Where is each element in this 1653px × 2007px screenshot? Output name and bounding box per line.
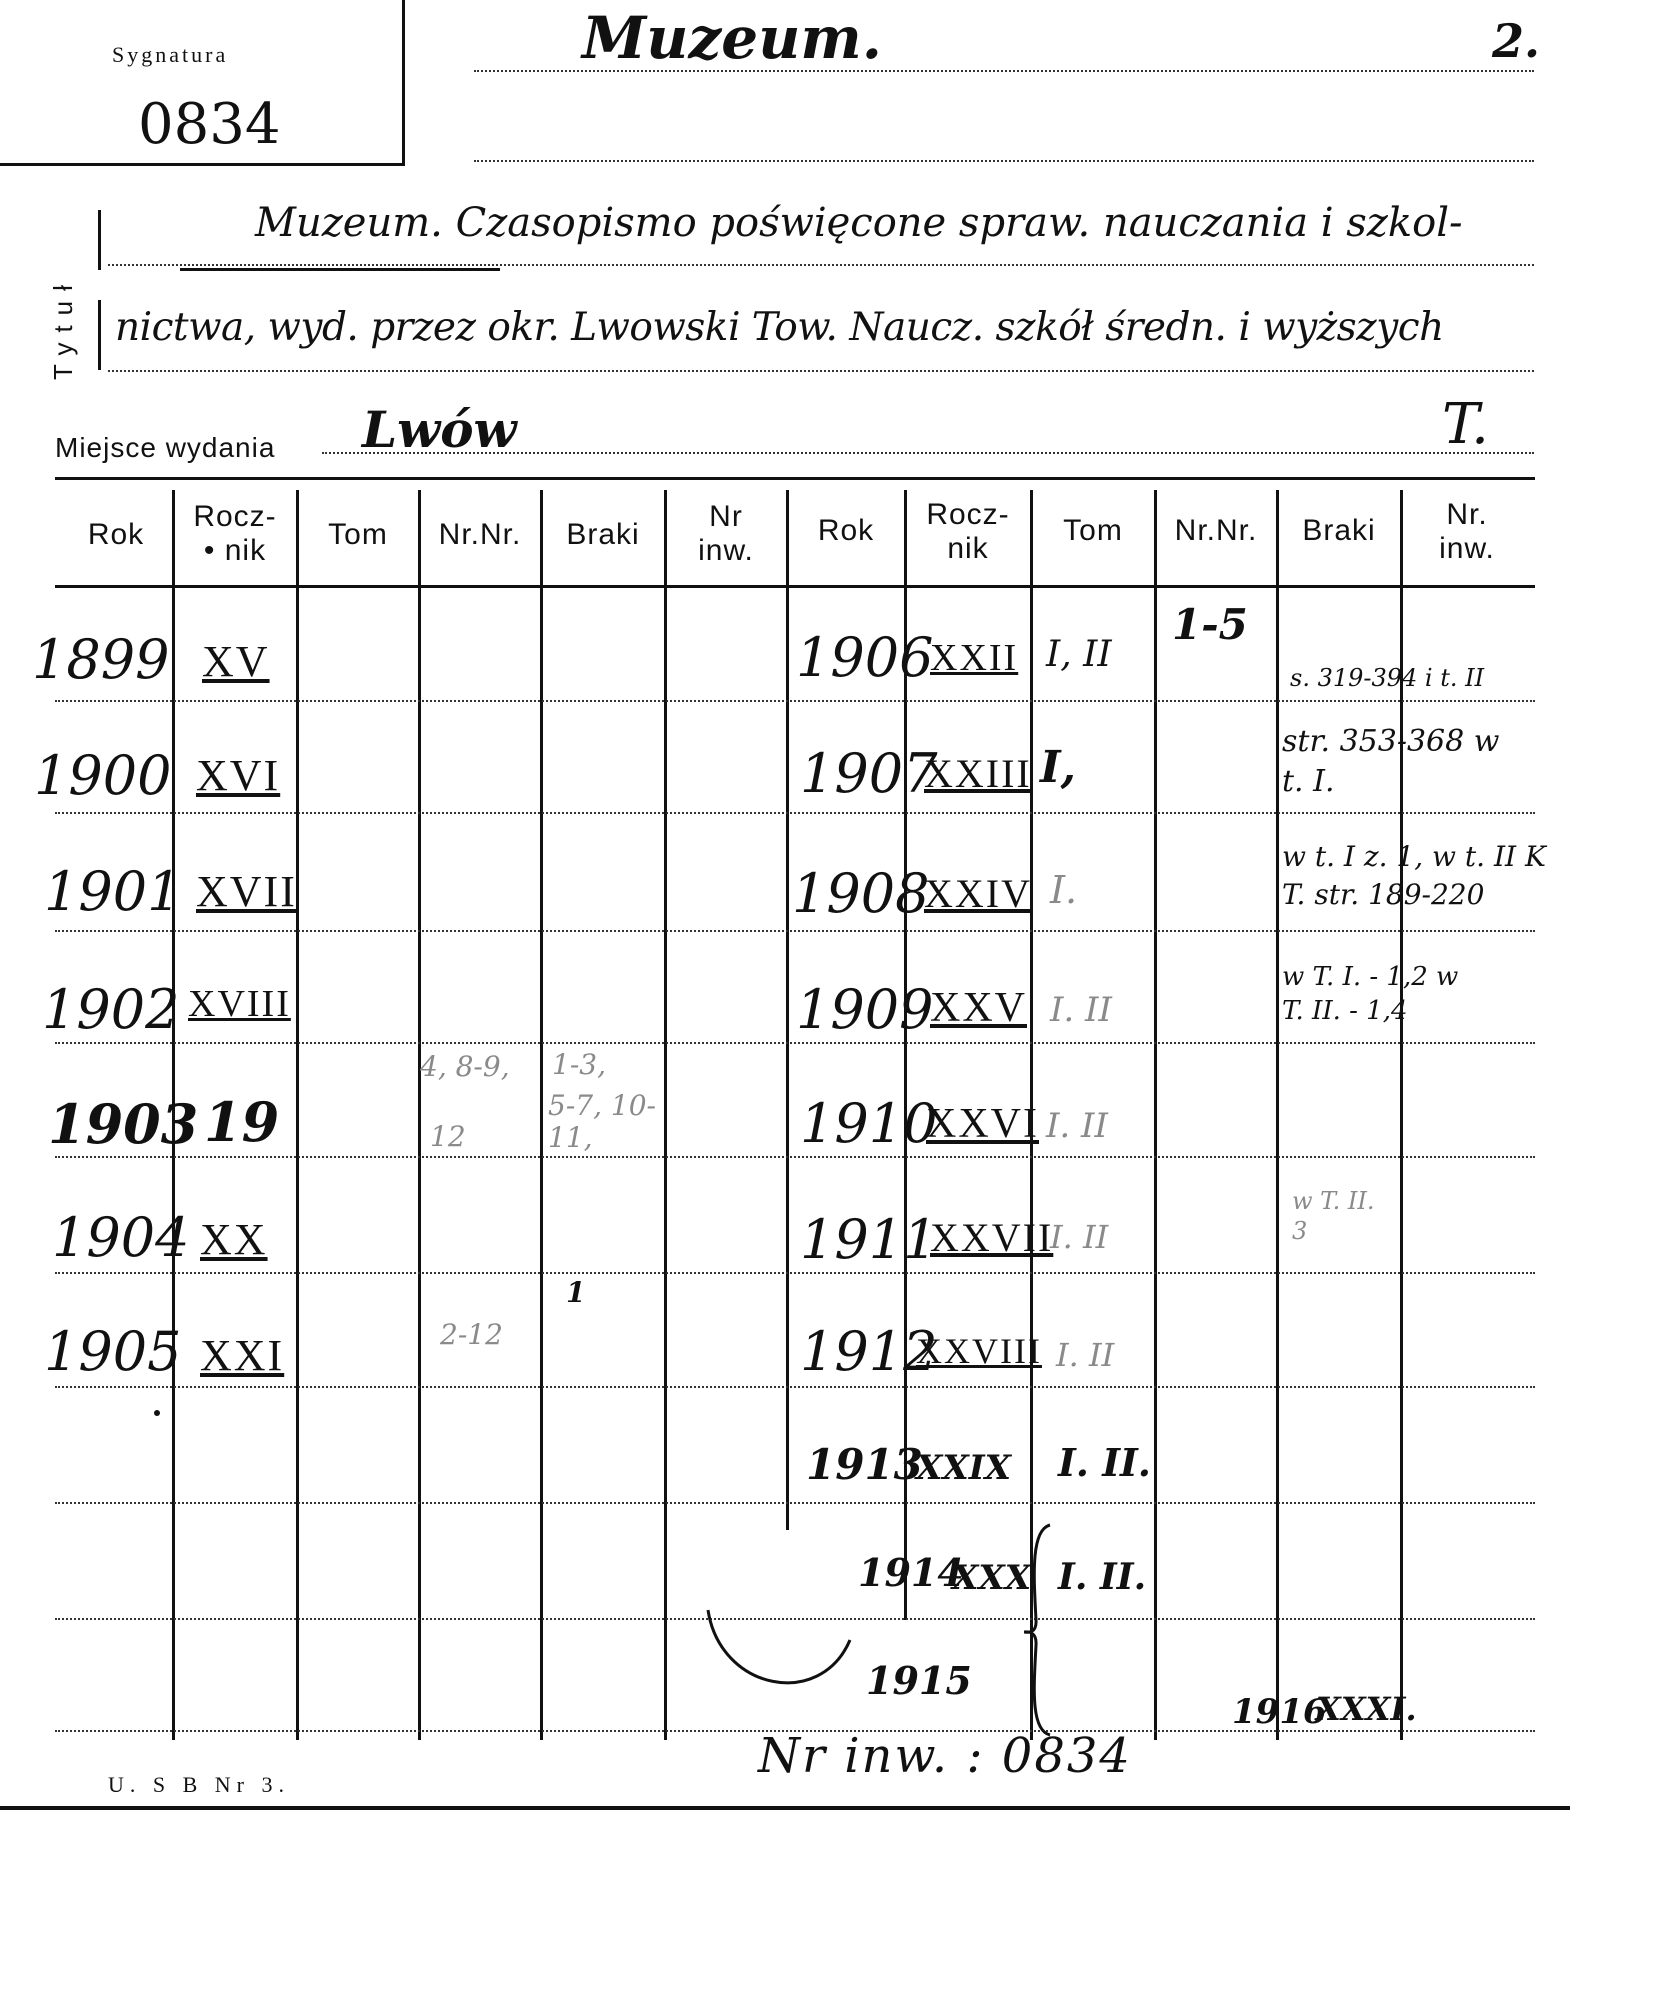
hdr-braki-right: Braki [1302, 514, 1376, 547]
row-line [55, 1042, 1535, 1044]
row-rocznik: XXIII [924, 751, 1032, 796]
table-header-rule [55, 585, 1535, 588]
row-braki: s. 319-394 i t. II [1290, 664, 1485, 692]
place-label: Miejsce wydania [55, 432, 276, 463]
rocznik-1914: XXX [952, 1558, 1032, 1598]
year-1914: 1914 [858, 1550, 964, 1595]
hdr-rok-right: Rok [817, 514, 875, 547]
row-nrnr: 2-12 [440, 1318, 503, 1351]
row-rocznik: 19 [204, 1090, 280, 1154]
row-rok: 1909 [796, 978, 934, 1041]
row-rocznik: XXVIII [916, 1331, 1042, 1371]
bottom-edge [0, 1806, 1570, 1810]
row-rok: 1907 [800, 742, 938, 805]
title-underline [180, 268, 500, 271]
hdr-rocznik-right: Rocz- nik [926, 498, 1010, 565]
title-dots-2 [108, 370, 1534, 372]
dot-mark [154, 1410, 160, 1416]
heading-mark: 2. [1492, 14, 1541, 68]
tom-1914: I. II. [1058, 1556, 1147, 1598]
tytul-bracket-2 [98, 300, 101, 370]
row-rocznik: XXVI [926, 1101, 1039, 1147]
row-tom: I. [1050, 868, 1078, 912]
row-rocznik: XVII [196, 867, 297, 916]
row-rocznik: XXV [930, 985, 1027, 1031]
hdr-nrinw: Nr inw. [698, 500, 754, 567]
row-rok: 1908 [792, 862, 930, 925]
row-rocznik: XVI [196, 751, 281, 800]
row-rocznik: XX [200, 1215, 268, 1264]
row-rocznik: XXII [930, 637, 1019, 679]
hdr-braki: Braki [566, 518, 640, 551]
arc-mark [700, 1600, 870, 1710]
col-line [1154, 490, 1157, 1740]
hdr-nrinw-right: Nr. inw. [1439, 498, 1495, 565]
hdr-nrnr: Nr.Nr. [438, 518, 522, 551]
year-1915: 1915 [866, 1658, 972, 1703]
row-braki: 1-3, [552, 1048, 606, 1081]
col-line [296, 490, 299, 1740]
row-rok: 1910 [800, 1092, 938, 1155]
heading-title: Muzeum. [582, 4, 882, 72]
row-braki: str. 353-368 w t. I. [1282, 724, 1500, 799]
row-line [55, 1272, 1535, 1274]
row-rocznik: XXIV [924, 871, 1032, 916]
row-line [55, 1156, 1535, 1158]
row-rok: 1900 [34, 744, 172, 807]
row-rok: 1904 [52, 1206, 190, 1269]
hdr-nrnr-right: Nr.Nr. [1174, 514, 1258, 547]
year-1916: 1916 [1232, 1692, 1327, 1732]
tytul-label [48, 275, 79, 380]
row-line [55, 1386, 1535, 1388]
heading-dots-2 [474, 160, 1534, 162]
hdr-rok: Rok [87, 518, 145, 551]
row-rok: 1905 [44, 1320, 182, 1383]
row-rok: 1911 [800, 1208, 938, 1271]
row-tom: I. II [1046, 1106, 1108, 1146]
brace-mark [1020, 1520, 1060, 1740]
col-line [1276, 490, 1279, 1740]
place-value: Lwów [362, 400, 517, 459]
sygnatura-label: Sygnatura [112, 42, 229, 67]
place-mark: T. [1442, 392, 1489, 457]
row-rok: 1901 [44, 860, 182, 923]
row-rok: 1906 [796, 626, 934, 689]
row-braki: 1 [566, 1276, 586, 1309]
place-dots [322, 452, 1534, 454]
hdr-tom: Tom [328, 518, 388, 551]
inventory-number: Nr inw. : 0834 [758, 1728, 1132, 1784]
title-line-1: Muzeum. Czasopismo poświęcone spraw. nauczania i szkol- [255, 200, 1463, 246]
footer-label: U. S B Nr 3. [108, 1772, 291, 1797]
row-line [55, 812, 1535, 814]
row-nrnr: 1-5 [1172, 600, 1248, 649]
title-line-2: nictwa, wyd. przez okr. Lwowski Tow. Naucz. szkół średn. i wyższych [115, 305, 1444, 350]
table-top-rule [55, 477, 1535, 480]
row-tom: I, II [1046, 634, 1112, 675]
col-line [786, 490, 789, 1530]
title-dots-1 [108, 264, 1534, 266]
row-rocznik: XXI [200, 1331, 285, 1380]
row-line [55, 700, 1535, 702]
heading-dots [474, 70, 1534, 72]
row-rocznik: XVIII [188, 983, 291, 1025]
sygnatura-value: 0834 [138, 92, 281, 157]
row-rocznik: XV [202, 637, 270, 686]
row-rok: 1903 [48, 1092, 199, 1156]
row-rok: 1912 [800, 1320, 938, 1383]
row-nrnr: 12 [430, 1120, 466, 1153]
row-rok: 1899 [32, 628, 170, 691]
rocznik-1916: XXXI. [1316, 1690, 1417, 1728]
row-line [55, 930, 1535, 932]
row-tom: I. II [1050, 1218, 1109, 1256]
row-braki: w T. I. - 1,2 w T. II. - 1,4 [1282, 962, 1459, 1026]
row-braki: 5-7, 10-11, [548, 1089, 656, 1154]
col-line [664, 490, 667, 1740]
col-line [540, 490, 543, 1740]
tytul-bracket-1 [98, 210, 101, 270]
row-braki: w t. I z. 1, w t. II K T. str. 189-220 [1282, 840, 1546, 911]
hdr-tom-right: Tom [1063, 514, 1123, 547]
row-tom: I. II. [1058, 1440, 1152, 1485]
row-rok: 1902 [42, 978, 180, 1041]
sygnatura-box [0, 0, 405, 166]
row-line [55, 1502, 1535, 1504]
hdr-rocznik: Rocz- • nik [193, 500, 277, 567]
col-line [418, 490, 421, 1740]
row-tom: I. II [1050, 990, 1112, 1030]
row-nrnr: 4, 8-9, [420, 1050, 510, 1083]
row-rocznik: XXIX [916, 1448, 1012, 1488]
row-tom: I. II [1056, 1336, 1115, 1374]
row-tom: I, [1040, 742, 1076, 793]
row-rok: 1913 [806, 1440, 923, 1489]
row-rocznik: XXVII [930, 1215, 1054, 1260]
row-braki: w T. II. 3 [1292, 1187, 1375, 1245]
tytul-text: Tytuł [48, 275, 78, 380]
